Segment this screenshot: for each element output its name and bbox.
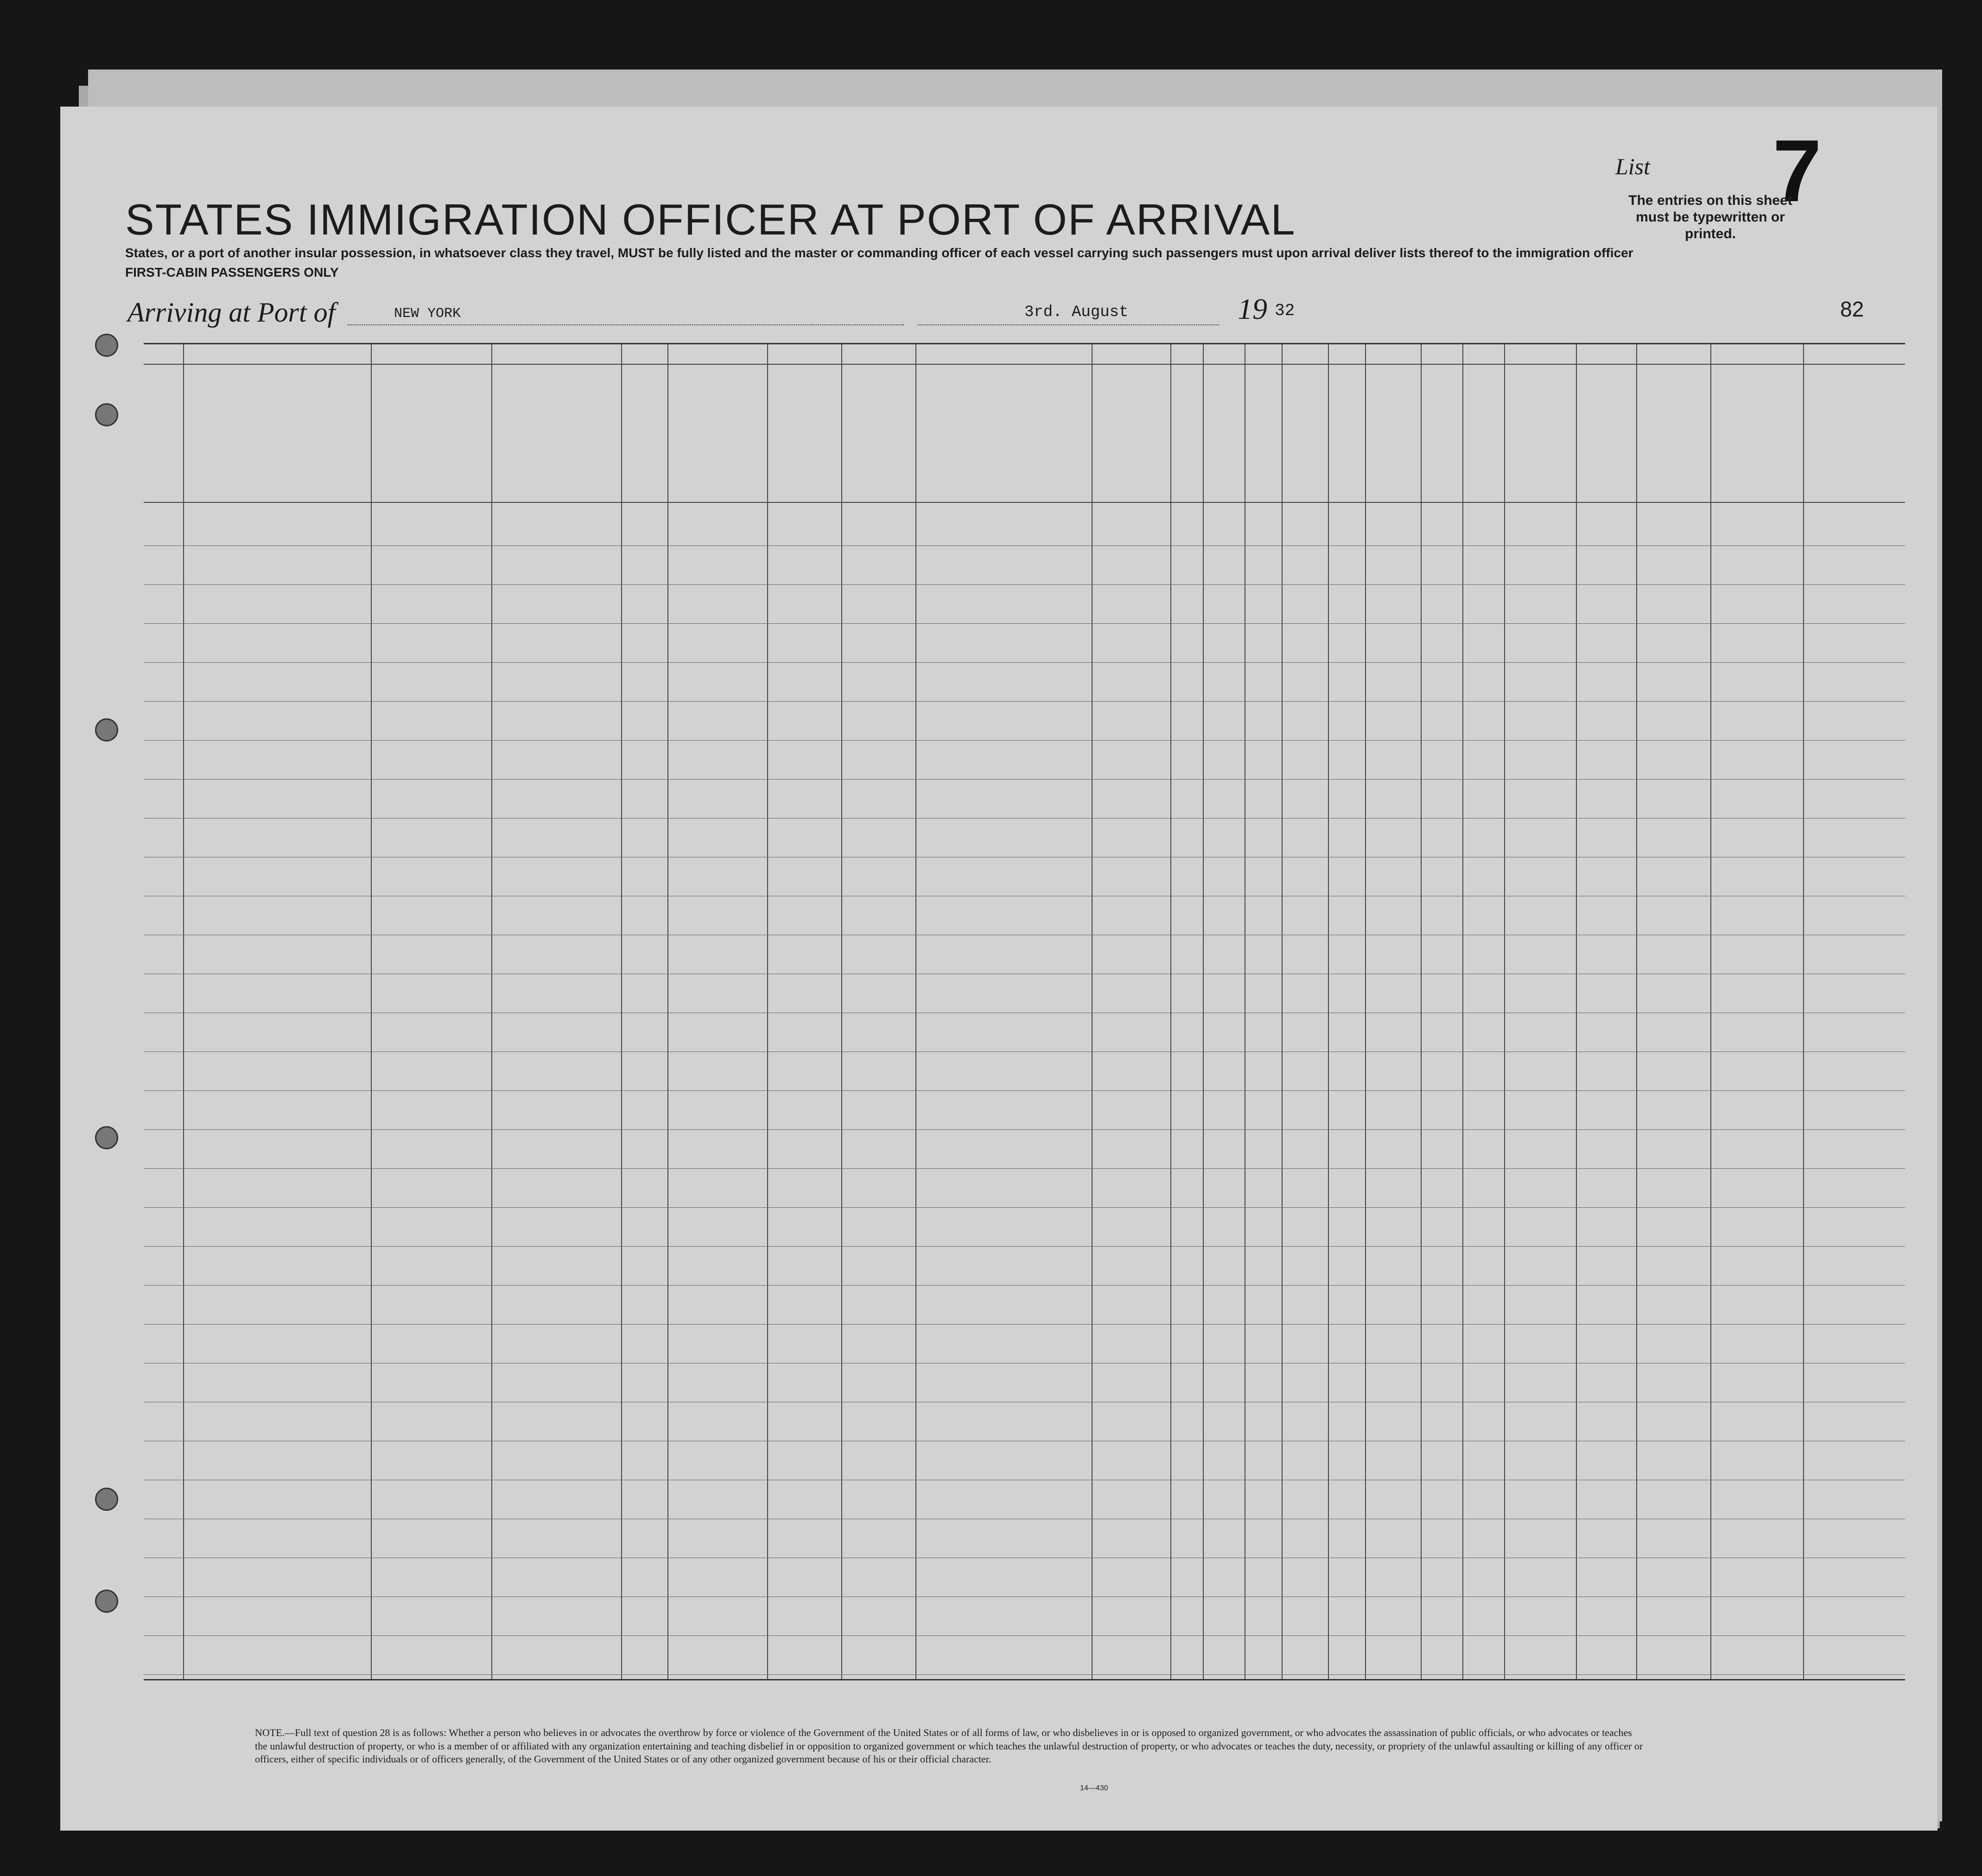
- date-line: [918, 324, 1219, 325]
- column-divider: [667, 344, 668, 1679]
- row-divider: [144, 1324, 1905, 1325]
- column-divider: [841, 344, 842, 1679]
- row-divider: [144, 1285, 1905, 1286]
- column-divider: [1504, 344, 1505, 1679]
- row-divider: [144, 1674, 1905, 1675]
- row-divider: [144, 779, 1905, 780]
- binder-hole: [95, 1488, 118, 1511]
- column-divider: [1576, 344, 1577, 1679]
- column-divider: [1328, 344, 1329, 1679]
- year-prefix: 19: [1238, 292, 1267, 325]
- list-number: 7: [1772, 122, 1822, 220]
- class-note: FIRST-CABIN PASSENGERS ONLY: [125, 265, 339, 279]
- column-divider: [621, 344, 622, 1679]
- column-divider: [1365, 344, 1366, 1679]
- column-divider: [491, 344, 492, 1679]
- manifest-table: [144, 343, 1905, 1680]
- row-divider: [144, 545, 1905, 546]
- row-divider: [144, 740, 1905, 741]
- binder-hole: [95, 334, 118, 357]
- column-divider: [1282, 344, 1283, 1679]
- port-line: [348, 324, 904, 325]
- column-divider: [915, 344, 916, 1679]
- year-suffix: 32: [1275, 301, 1295, 320]
- binder-hole: [95, 718, 118, 742]
- column-divider: [1092, 344, 1093, 1679]
- row-divider: [144, 1129, 1905, 1130]
- date-value: 3rd. August: [1024, 304, 1129, 321]
- column-divider: [1170, 344, 1171, 1679]
- arriving-label: Arriving at Port of: [127, 297, 336, 328]
- row-divider: [144, 1207, 1905, 1208]
- row-divider: [144, 623, 1905, 624]
- column-divider: [1421, 344, 1422, 1679]
- form-number: 14—430: [1080, 1784, 1108, 1792]
- row-divider: [144, 1090, 1905, 1091]
- row-divider: [144, 584, 1905, 585]
- row-divider: [144, 662, 1905, 663]
- column-divider: [1803, 344, 1804, 1679]
- binder-hole: [95, 1126, 118, 1149]
- column-divider: [767, 344, 768, 1679]
- column-divider: [371, 344, 372, 1679]
- port-value: NEW YORK: [394, 306, 461, 322]
- footnote: NOTE.—Full text of question 28 is as follows: Whether a person who believes in or advocates the overthrow by force or violence of the Government of the United States or of all forms of law, or who disbelieves in or is opposed to organized government, or who advocates the assassination of public officials, or who advocates or teaches the unlawful destruction of property, or who is a member of or affiliated with any organization entertaining and teaching disbelief in or opposition to organized government or which teaches the unlawful destruction of property, or who advocates or teaches the duty, necessity, or propriety of the unlawful assaulting or killing of any officer or officers, either of specific individuals or of officers generally, of the Government of the United States or of any other organized government because of his or their official character.: [255, 1727, 1643, 1765]
- binder-hole: [95, 1590, 118, 1613]
- list-label: List: [1615, 153, 1650, 179]
- column-divider: [1710, 344, 1711, 1679]
- row-divider: [144, 1246, 1905, 1247]
- row-divider: [144, 701, 1905, 702]
- column-divider: [1636, 344, 1637, 1679]
- page-number: 82: [1840, 297, 1864, 321]
- column-divider: [1462, 344, 1463, 1679]
- typewritten-note: The entries on this sheet must be typewritten or printed.: [1628, 193, 1792, 241]
- column-divider: [1203, 344, 1204, 1679]
- row-divider: [144, 1168, 1905, 1169]
- manifest-page: [60, 107, 1938, 1831]
- binder-hole: [95, 403, 118, 426]
- column-divider: [183, 344, 184, 1679]
- row-divider: [144, 1635, 1905, 1636]
- header-bottom-line: [144, 502, 1905, 503]
- page-title: STATES IMMIGRATION OFFICER AT PORT OF ARRIVAL: [125, 195, 1296, 244]
- instructions: States, or a port of another insular possession, in whatsoever class they travel, MUST be fully listed and the master or commanding officer of each vessel carrying such passengers must upon arrival deliver lists thereof to the immigration officer: [125, 246, 1633, 260]
- header-number-line: [144, 364, 1905, 365]
